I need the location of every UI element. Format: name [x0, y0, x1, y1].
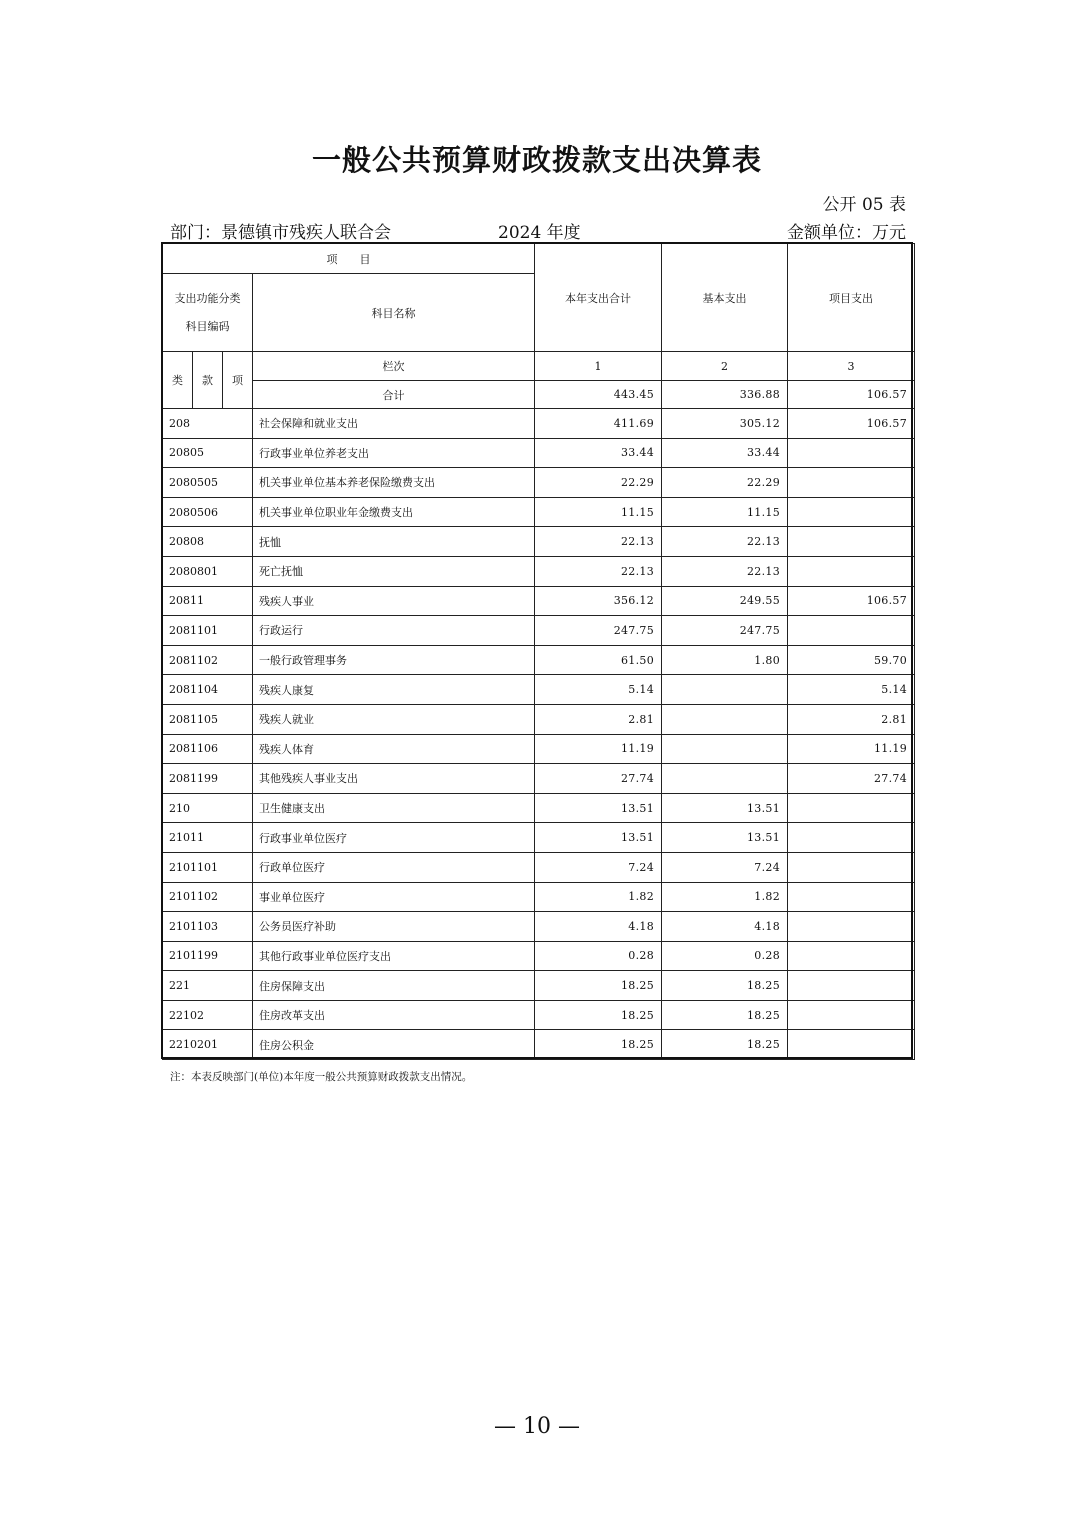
row-project: 106.57	[788, 586, 915, 616]
row-project	[788, 793, 915, 823]
row-basic: 1.82	[662, 882, 788, 912]
row-project: 2.81	[788, 704, 915, 734]
row-project	[788, 823, 915, 853]
row-code: 2210201	[163, 1030, 253, 1060]
sum-basic: 336.88	[662, 381, 788, 409]
row-project: 106.57	[788, 409, 915, 439]
table-row	[163, 497, 915, 527]
header-lei: 类	[163, 352, 193, 409]
row-total: 411.69	[535, 409, 662, 439]
row-total: 18.25	[535, 971, 662, 1001]
row-subject-name: 社会保障和就业支出	[253, 409, 535, 439]
meta-row	[170, 218, 906, 242]
header-total: 本年支出合计	[535, 244, 662, 352]
sum-label: 合计	[253, 381, 535, 409]
table-row	[163, 912, 915, 942]
row-project	[788, 912, 915, 942]
row-subject-name: 残疾人就业	[253, 704, 535, 734]
row-project	[788, 616, 915, 646]
row-project: 11.19	[788, 734, 915, 764]
footnote: 注：本表反映部门(单位)本年度一般公共预算财政拨款支出情况。	[170, 1071, 473, 1083]
row-subject-name: 机关事业单位职业年金缴费支出	[253, 497, 535, 527]
table-row	[163, 704, 915, 734]
table-row	[163, 1000, 915, 1030]
header-lanci: 栏次	[253, 352, 535, 381]
row-project	[788, 1030, 915, 1060]
row-basic: 305.12	[662, 409, 788, 439]
row-basic: 249.55	[662, 586, 788, 616]
row-basic: 13.51	[662, 823, 788, 853]
header-project: 项 目	[163, 244, 535, 274]
row-subject-name: 其他残疾人事业支出	[253, 764, 535, 794]
row-project	[788, 468, 915, 498]
row-code: 2081101	[163, 616, 253, 646]
row-basic: 18.25	[662, 971, 788, 1001]
row-code: 2081106	[163, 734, 253, 764]
row-subject-name: 其他行政事业单位医疗支出	[253, 941, 535, 971]
table-row	[163, 409, 915, 439]
row-basic: 247.75	[662, 616, 788, 646]
row-subject-name: 行政事业单位医疗	[253, 823, 535, 853]
department-label: 部门：景德镇市残疾人联合会	[170, 223, 391, 243]
row-subject-name: 机关事业单位基本养老保险缴费支出	[253, 468, 535, 498]
amount-unit: 金额单位：万元	[787, 223, 906, 243]
header-project-expense: 项目支出	[788, 244, 915, 352]
row-basic	[662, 734, 788, 764]
row-total: 5.14	[535, 675, 662, 705]
page-title: 一般公共预算财政拨款支出决算表	[311, 143, 762, 177]
row-code: 20811	[163, 586, 253, 616]
row-total: 356.12	[535, 586, 662, 616]
header-func-code	[163, 274, 253, 352]
row-subject-name: 抚恤	[253, 527, 535, 557]
table-row	[163, 823, 915, 853]
row-total: 22.29	[535, 468, 662, 498]
row-total: 7.24	[535, 852, 662, 882]
row-project	[788, 941, 915, 971]
row-code: 2081102	[163, 645, 253, 675]
row-project	[788, 527, 915, 557]
row-basic: 33.44	[662, 438, 788, 468]
row-subject-name: 住房改革支出	[253, 1000, 535, 1030]
row-total: 27.74	[535, 764, 662, 794]
table-row	[163, 675, 915, 705]
row-code: 2101101	[163, 852, 253, 882]
row-basic	[662, 675, 788, 705]
row-total: 33.44	[535, 438, 662, 468]
page-number: — 10 —	[494, 1414, 580, 1439]
table-row	[163, 734, 915, 764]
row-subject-name: 死亡抚恤	[253, 556, 535, 586]
row-code: 2101103	[163, 912, 253, 942]
row-total: 18.25	[535, 1000, 662, 1030]
row-total: 61.50	[535, 645, 662, 675]
row-total: 22.13	[535, 556, 662, 586]
header-subject-name: 科目名称	[253, 274, 535, 352]
row-basic	[662, 704, 788, 734]
row-subject-name: 残疾人事业	[253, 586, 535, 616]
row-basic: 7.24	[662, 852, 788, 882]
row-basic: 11.15	[662, 497, 788, 527]
row-project	[788, 971, 915, 1001]
row-basic: 22.13	[662, 527, 788, 557]
row-subject-name: 残疾人体育	[253, 734, 535, 764]
row-total: 0.28	[535, 941, 662, 971]
row-project	[788, 438, 915, 468]
header-basic: 基本支出	[662, 244, 788, 352]
row-code: 208	[163, 409, 253, 439]
budget-table	[162, 243, 915, 1060]
table-row	[163, 882, 915, 912]
row-basic: 0.28	[662, 941, 788, 971]
row-basic: 13.51	[662, 793, 788, 823]
table-row	[163, 1030, 915, 1060]
col-number-2: 2	[662, 352, 788, 381]
table-row	[163, 941, 915, 971]
row-total: 11.15	[535, 497, 662, 527]
header-xiang: 项	[223, 352, 253, 409]
row-code: 2081105	[163, 704, 253, 734]
row-subject-name: 住房保障支出	[253, 971, 535, 1001]
row-subject-name: 行政运行	[253, 616, 535, 646]
row-total: 13.51	[535, 823, 662, 853]
row-total: 11.19	[535, 734, 662, 764]
table-row	[163, 527, 915, 557]
row-code: 22102	[163, 1000, 253, 1030]
row-total: 4.18	[535, 912, 662, 942]
row-code: 2080506	[163, 497, 253, 527]
row-code: 2080505	[163, 468, 253, 498]
row-basic: 22.13	[662, 556, 788, 586]
table-row	[163, 468, 915, 498]
row-total: 247.75	[535, 616, 662, 646]
row-project	[788, 882, 915, 912]
table-row	[163, 586, 915, 616]
row-subject-name: 行政单位医疗	[253, 852, 535, 882]
row-basic	[662, 764, 788, 794]
sum-total: 443.45	[535, 381, 662, 409]
table-row	[163, 971, 915, 1001]
table-row	[163, 616, 915, 646]
form-number: 公开 05 表	[822, 195, 906, 215]
col-number-1: 1	[535, 352, 662, 381]
row-total: 13.51	[535, 793, 662, 823]
row-project	[788, 1000, 915, 1030]
row-project: 59.70	[788, 645, 915, 675]
row-subject-name: 行政事业单位养老支出	[253, 438, 535, 468]
row-basic: 1.80	[662, 645, 788, 675]
row-code: 2101199	[163, 941, 253, 971]
table-row	[163, 438, 915, 468]
row-project: 5.14	[788, 675, 915, 705]
fiscal-year: 2024 年度	[498, 223, 581, 243]
table-row	[163, 793, 915, 823]
header-kuan: 款	[193, 352, 223, 409]
row-subject-name: 住房公积金	[253, 1030, 535, 1060]
table-row	[163, 556, 915, 586]
row-project	[788, 556, 915, 586]
row-basic: 4.18	[662, 912, 788, 942]
table-row	[163, 645, 915, 675]
row-code: 2101102	[163, 882, 253, 912]
row-code: 2081199	[163, 764, 253, 794]
row-subject-name: 事业单位医疗	[253, 882, 535, 912]
row-total: 22.13	[535, 527, 662, 557]
row-total: 1.82	[535, 882, 662, 912]
row-subject-name: 公务员医疗补助	[253, 912, 535, 942]
row-subject-name: 残疾人康复	[253, 675, 535, 705]
row-basic: 22.29	[662, 468, 788, 498]
row-subject-name: 一般行政管理事务	[253, 645, 535, 675]
sum-project: 106.57	[788, 381, 915, 409]
row-basic: 18.25	[662, 1030, 788, 1060]
row-code: 2080801	[163, 556, 253, 586]
row-code: 210	[163, 793, 253, 823]
table-row	[163, 764, 915, 794]
row-total: 18.25	[535, 1030, 662, 1060]
row-subject-name: 卫生健康支出	[253, 793, 535, 823]
row-total: 2.81	[535, 704, 662, 734]
row-code: 21011	[163, 823, 253, 853]
row-basic: 18.25	[662, 1000, 788, 1030]
col-number-3: 3	[788, 352, 915, 381]
row-code: 20808	[163, 527, 253, 557]
row-code: 20805	[163, 438, 253, 468]
row-code: 221	[163, 971, 253, 1001]
row-project	[788, 852, 915, 882]
header-func-code-text: 支出功能分类科目编码	[174, 291, 241, 333]
row-code: 2081104	[163, 675, 253, 705]
table-row	[163, 852, 915, 882]
row-project	[788, 497, 915, 527]
row-project: 27.74	[788, 764, 915, 794]
